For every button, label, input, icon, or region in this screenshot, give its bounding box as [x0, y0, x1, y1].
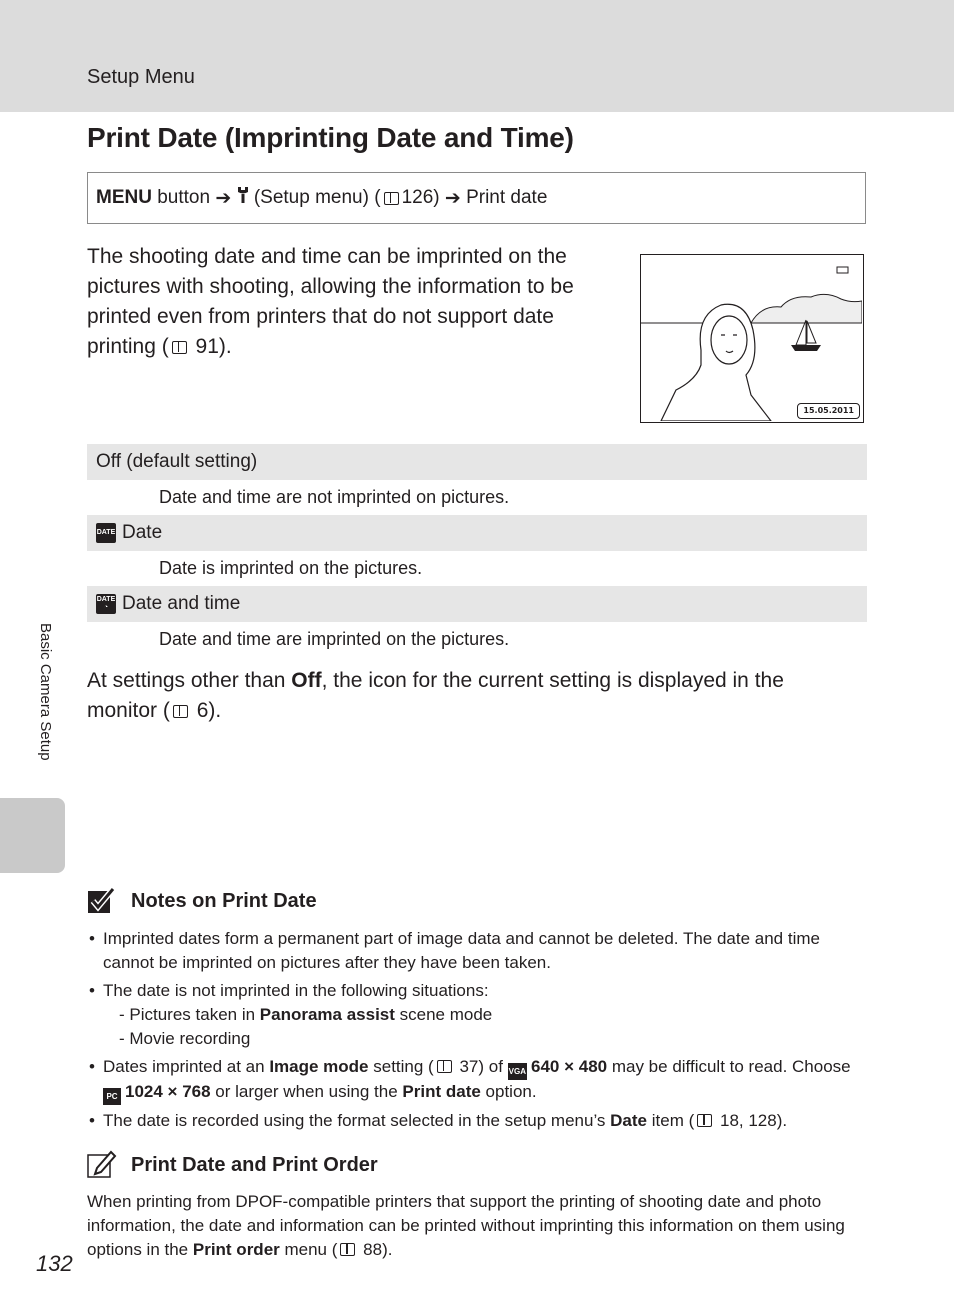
list-item: • Imprinted dates form a permanent part of image data and cannot be deleted. The date and time cannot be imprinted on pictures after they have been taken.: [87, 927, 867, 975]
chapter-tab: [0, 798, 65, 873]
option-date: [87, 515, 867, 551]
example-photo-illustration: [640, 254, 864, 423]
option-off-label: Off (default setting): [96, 451, 258, 472]
page-ref-icon: [697, 1114, 712, 1127]
checkmark-icon: [87, 886, 117, 916]
option-date-and-time-description: Date and time are imprinted on the pictures.: [159, 629, 510, 649]
menu-path-button-text: button: [157, 187, 211, 208]
page-ref-icon: [172, 341, 187, 354]
sub-list-item: - Movie recording: [119, 1029, 251, 1048]
option-date-description: Date is imprinted on the pictures.: [159, 558, 423, 578]
menu-path-close: ): [433, 187, 440, 208]
vga-image-mode-icon: VGA: [508, 1063, 527, 1080]
date-icon: DATE: [96, 523, 116, 543]
wrench-icon: [237, 186, 249, 210]
menu-path: [87, 172, 866, 224]
arrow-icon: ➔: [215, 187, 232, 209]
date-stamp: 15.05.2011: [797, 403, 860, 419]
notes-list: [87, 927, 867, 1137]
page-title: Print Date (Imprinting Date and Time): [87, 122, 574, 153]
page-ref-icon: [384, 192, 399, 205]
list-item: • The date is recorded using the format selected in the setup menu’s Date item ( 18, 128).: [87, 1109, 867, 1133]
list-item: • Dates imprinted at an Image mode setting ( 37) of VGA 640 × 480 may be difficult to read. Choose PC 1024 × 768 or larger when using the Print date option.: [87, 1055, 867, 1105]
option-off: [87, 444, 867, 480]
pc-image-mode-icon: PC: [103, 1088, 121, 1105]
print-order-paragraph: When printing from DPOF-compatible printers that support the printing of shooting date and photo information, the date and information can be printed without imprinting this information on them using options in the Print order menu ( 88).: [87, 1192, 845, 1259]
page-ref-icon: [437, 1060, 452, 1073]
arrow-icon: ➔: [444, 187, 461, 209]
option-off-description: Date and time are not imprinted on pictures.: [159, 487, 510, 507]
menu-button-icon: MENU: [96, 187, 152, 208]
chapter-label: Basic Camera Setup: [37, 623, 54, 761]
section-label: Setup Menu: [87, 66, 195, 88]
page-number: 132: [36, 1251, 73, 1276]
pencil-icon: [87, 1150, 117, 1180]
menu-path-ref: 126: [401, 187, 434, 208]
menu-path-setup: (Setup menu) (: [253, 187, 381, 208]
option-date-and-time: [87, 586, 867, 622]
settings-table: [87, 444, 867, 657]
menu-path-item: Print date: [466, 187, 548, 208]
option-date-label: Date: [122, 522, 163, 543]
header-band: [0, 0, 954, 112]
date-and-time-icon: DATE ◔: [96, 594, 116, 614]
page-ref-icon: [340, 1243, 355, 1256]
option-date-and-time-label: Date and time: [122, 593, 241, 614]
list-item: • The date is not imprinted in the following situations: - Pictures taken in Panorama assist scene mode - Movie recording: [87, 979, 867, 1051]
page-ref-icon: [173, 705, 188, 718]
sub-list-item: - Pictures taken in Panorama assist scene mode: [119, 1005, 493, 1024]
settings-note-paragraph: At settings other than Off, the icon for the current setting is displayed in the monitor ( 6).: [87, 669, 784, 722]
notes-heading: Notes on Print Date: [87, 886, 317, 916]
intro-paragraph: The shooting date and time can be imprinted on the pictures with shooting, allowing the information to be printed even from printers that do not support date printing ( 91).: [87, 245, 574, 358]
print-order-heading: Print Date and Print Order: [87, 1150, 378, 1180]
